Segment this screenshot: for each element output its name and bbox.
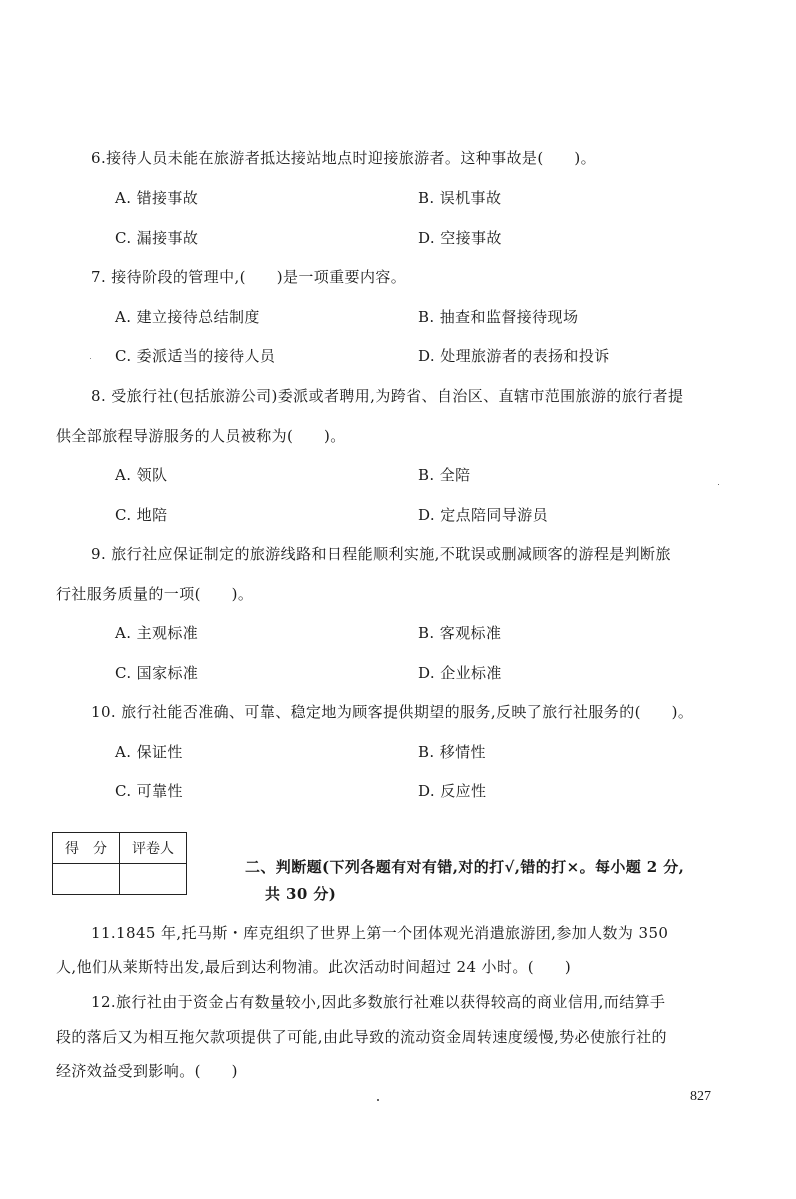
- grader-label: 评卷人: [120, 833, 187, 864]
- q8-stem-line2: 供全部旅程导游服务的人员被称为( )。: [56, 427, 346, 445]
- scan-speck: [718, 484, 719, 485]
- q10-option-d: D. 反应性: [418, 782, 487, 800]
- q7-option-c: C. 委派适当的接待人员: [115, 347, 276, 365]
- q12-stem-line2: 段的落后又为相互拖欠款项提供了可能,由此导致的流动资金周转速度缓慢,势必使旅行社的: [56, 1028, 667, 1046]
- q8-option-b: B. 全陪: [418, 466, 471, 484]
- page-number: 827: [690, 1089, 711, 1104]
- q8-stem-line1: 8. 受旅行社(包括旅游公司)委派或者聘用,为跨省、自治区、直辖市范围旅游的旅行者提: [91, 387, 684, 405]
- scan-speck: [90, 358, 91, 359]
- q9-option-c: C. 国家标准: [115, 664, 199, 682]
- section2-title-line1: 二、判断题(下列各题有对有错,对的打√,错的打×。每小题 2 分,: [245, 858, 685, 876]
- q6-option-b: B. 误机事故: [418, 189, 502, 207]
- q10-option-a: A. 保证性: [115, 743, 183, 761]
- q7-option-b: B. 抽查和监督接待现场: [418, 308, 579, 326]
- q6-stem: 6.接待人员未能在旅游者抵达接站地点时迎接旅游者。这种事故是( )。: [91, 149, 597, 167]
- q6-option-d: D. 空接事故: [418, 229, 502, 247]
- q9-option-b: B. 客观标准: [418, 624, 502, 642]
- q6-option-a: A. 错接事故: [115, 189, 199, 207]
- section2-title-line2: 共 30 分): [265, 885, 337, 903]
- q8-option-a: A. 领队: [115, 466, 168, 484]
- grader-cell: [120, 864, 187, 895]
- q7-stem: 7. 接待阶段的管理中,( )是一项重要内容。: [91, 268, 407, 286]
- q7-option-a: A. 建立接待总结制度: [115, 308, 260, 326]
- q8-option-c: C. 地陪: [115, 506, 168, 524]
- q8-option-d: D. 定点陪同导游员: [418, 506, 549, 524]
- q11-stem-line1: 11.1845 年,托马斯・库克组织了世界上第一个团体观光消遣旅游团,参加人数为 350: [91, 924, 669, 942]
- scan-dot: [377, 1099, 379, 1101]
- q6-option-c: C. 漏接事故: [115, 229, 199, 247]
- q10-option-c: C. 可靠性: [115, 782, 183, 800]
- q10-option-b: B. 移情性: [418, 743, 486, 761]
- score-label: 得 分: [53, 833, 120, 864]
- q9-option-d: D. 企业标准: [418, 664, 502, 682]
- score-cell: [53, 864, 120, 895]
- q9-option-a: A. 主观标准: [115, 624, 199, 642]
- q9-stem-line2: 行社服务质量的一项( )。: [56, 585, 254, 603]
- q9-stem-line1: 9. 旅行社应保证制定的旅游线路和日程能顺利实施,不耽误或删减顾客的游程是判断旅: [91, 545, 671, 563]
- q12-stem-line3: 经济效益受到影响。( ): [56, 1062, 238, 1080]
- q11-stem-line2: 人,他们从莱斯特出发,最后到达利物浦。此次活动时间超过 24 小时。( ): [56, 958, 572, 976]
- q7-option-d: D. 处理旅游者的表扬和投诉: [418, 347, 610, 365]
- q10-stem: 10. 旅行社能否准确、可靠、稳定地为顾客提供期望的服务,反映了旅行社服务的( )。: [91, 703, 694, 721]
- score-box: [52, 832, 187, 895]
- q12-stem-line1: 12.旅行社由于资金占有数量较小,因此多数旅行社难以获得较高的商业信用,而结算手: [91, 993, 666, 1011]
